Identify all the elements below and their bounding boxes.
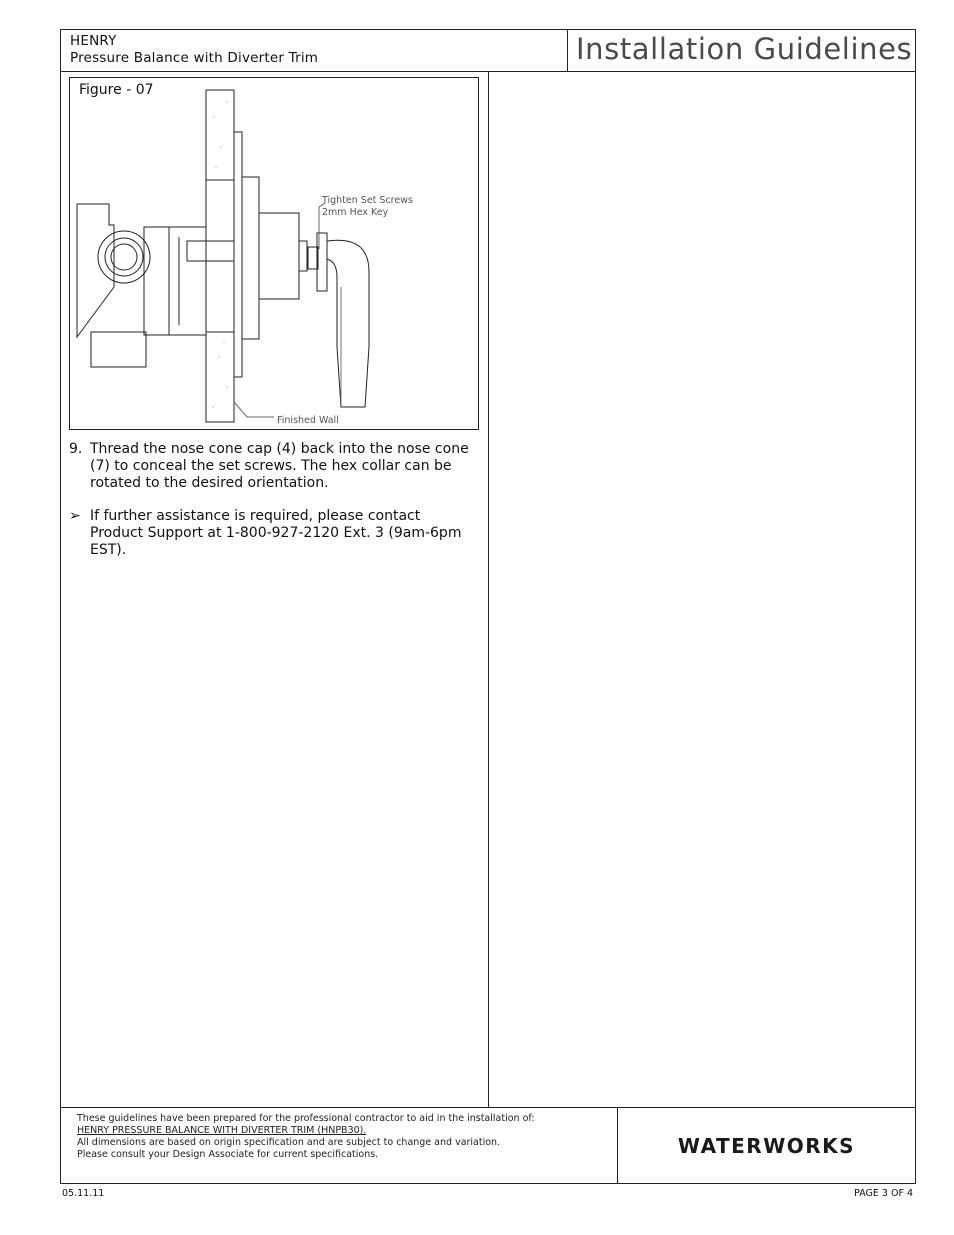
valve-stem xyxy=(187,241,234,261)
lever-handle xyxy=(327,240,369,407)
leader-wall xyxy=(234,402,274,417)
valve-trim-illustration xyxy=(69,77,479,430)
support-note-text: If further assistance is required, please contact Product Support at 1-800-927-2120 Ext. 3 (9am-6pm EST). xyxy=(90,508,462,558)
column-divider xyxy=(488,72,489,1107)
valve-core xyxy=(144,227,206,335)
footer-line-3: All dimensions are based on origin specification and are subject to change and variation. xyxy=(77,1137,501,1148)
step-text: Thread the nose cone cap (4) back into the nose cone (7) to conceal the set screws. The hex collar can be rotated to the desired orientation. xyxy=(90,441,469,491)
page-number: PAGE 3 OF 4 xyxy=(854,1188,913,1199)
callout-finished-wall: Finished Wall xyxy=(277,415,339,426)
revision-date: 05.11.11 xyxy=(62,1188,105,1199)
footer-line-4: Please consult your Design Associate for current specifications. xyxy=(77,1149,379,1160)
footer-disclaimer xyxy=(77,1113,535,1161)
valve-port-outer xyxy=(98,231,150,283)
instruction-list xyxy=(69,441,469,573)
figure-label: Figure - 07 xyxy=(79,82,154,98)
header-brand: HENRY xyxy=(70,33,117,49)
waterworks-logo: WATERWORKS xyxy=(677,1134,856,1158)
wall-upper xyxy=(206,90,234,180)
footer-line-1: These guidelines have been prepared for the professional contractor to aid in the installation of: xyxy=(77,1113,535,1124)
wall-mid xyxy=(206,180,234,332)
step-item xyxy=(69,441,469,492)
page-title: Installation Guidelines xyxy=(576,32,913,66)
valve-port-inner xyxy=(111,244,137,270)
trim-hub xyxy=(259,213,299,299)
footer-separator xyxy=(60,1107,916,1108)
callout-tighten: Tighten Set Screws xyxy=(322,195,413,206)
valve-pipe xyxy=(91,332,146,367)
support-note xyxy=(69,508,469,559)
nose-cone xyxy=(299,241,307,271)
wall-lower xyxy=(206,332,234,422)
arrow-bullet-icon: ➢ xyxy=(69,508,81,524)
escutcheon-plate xyxy=(234,132,242,377)
step-number: 9. xyxy=(69,441,83,457)
valve-body xyxy=(77,204,114,337)
escutcheon-flange xyxy=(242,177,259,339)
footer-product-link: HENRY PRESSURE BALANCE WITH DIVERTER TRIM (HNPB30). xyxy=(77,1125,367,1136)
callout-hex-key: 2mm Hex Key xyxy=(322,207,389,218)
header-product: Pressure Balance with Diverter Trim xyxy=(70,50,319,66)
